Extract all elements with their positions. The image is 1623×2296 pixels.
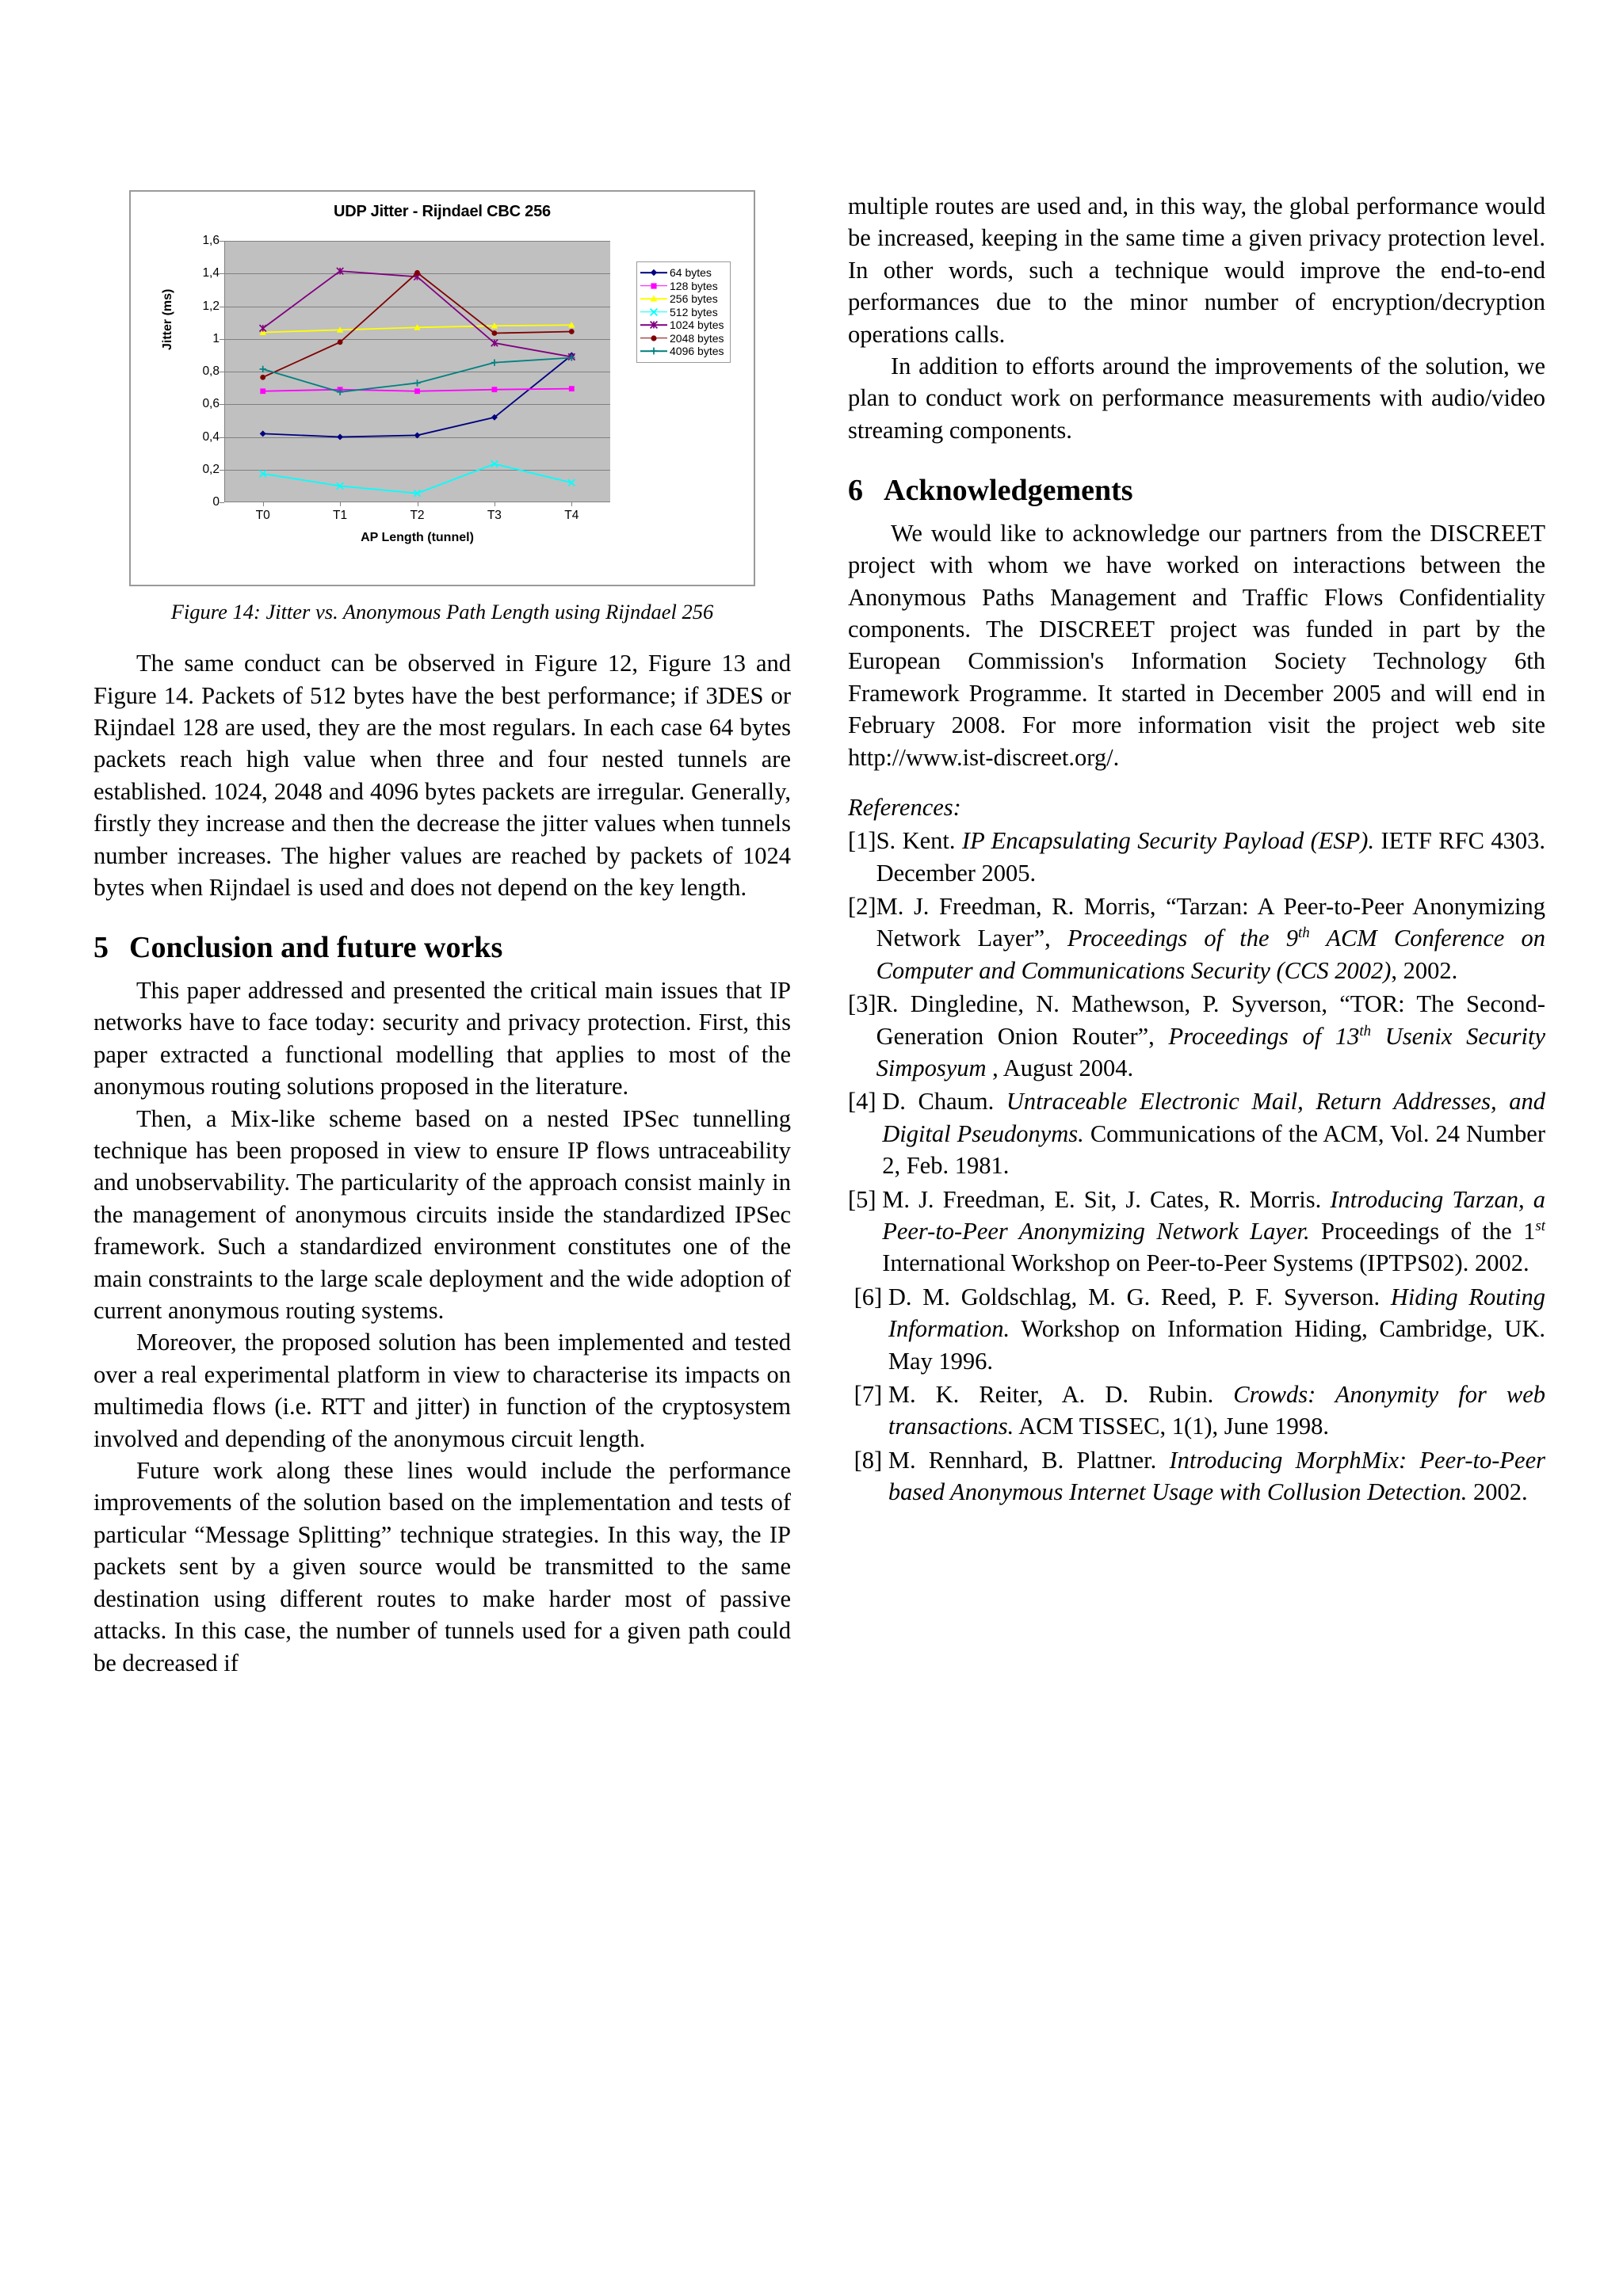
reference-text: D. Chaum. Untraceable Electronic Mail, Return Addresses, and Digital Pseudonyms. Communications of the ACM, Vol. 24 Number 2, Feb. 1981.: [882, 1088, 1545, 1180]
legend-label: 128 bytes: [670, 279, 718, 292]
legend-label: 256 bytes: [670, 292, 718, 306]
data-point-star: [260, 325, 266, 331]
legend-label: 1024 bytes: [670, 318, 724, 332]
data-point-circle: [338, 339, 343, 345]
data-point-square: [569, 386, 575, 391]
legend-key-icon: [640, 266, 667, 279]
reference-tag: [3]: [848, 990, 876, 1018]
paragraph: Moreover, the proposed solution has been implemented and tested over a real experimental platform in view to characterise its impacts on multimedia flows (i.e. RTT and jitter) in function of the cryptosystem involved and depending of the anonymous circuit length.: [94, 1329, 791, 1452]
reference-text: M. J. Freedman, R. Morris, “Tarzan: A Peer-to-Peer Anonymizing Network Layer”, Proceedings of the 9th ACM Conference on Computer and Communications Security (CCS 2002), 2002.: [876, 892, 1545, 984]
legend-key-icon: [640, 292, 667, 305]
reference-item: [848, 1281, 1545, 1377]
figure-caption: Figure 14: Jitter vs. Anonymous Path Length using Rijndael 256: [170, 600, 714, 624]
data-point-square: [492, 387, 498, 392]
paragraph: We would like to acknowledge our partners from the DISCREET project with whom we have worked on interactions between the Anonymous Paths Management and Traffic Flows Confidentiality components. The DISCREET project was funded in part by the European Commission's Information Society Technology 6th Framework Programme. It started in December 2005 and will end in February 2008. For more information visit the project web site http://www.ist-discreet.org/.: [848, 519, 1545, 771]
paragraph: The same conduct can be observed in Figure 12, Figure 13 and Figure 14. Packets of 512 bytes have the best performance; if 3DES or Rijndael 128 are used, they are the most regulars. In each case 64 bytes packets reach high value when three and four nested tunnels are established. 1024, 2048 and 4096 bytes packets are irregular. Generally, firstly they increase and then the decrease the jitter values when tunnels number increases. The higher values are reached by packets of 1024 bytes when Rijndael is used and does not depend on the key length.: [94, 650, 791, 901]
chart-y-axis-label: Jitter (ms): [161, 288, 174, 350]
legend-key-icon: [640, 332, 667, 345]
x-axis-tick-mark: [571, 502, 572, 506]
data-point-triangle: [651, 296, 658, 302]
series-line: [263, 464, 572, 494]
figure-14-chart: [129, 190, 755, 586]
chart-legend: [636, 261, 731, 363]
reference-item: [848, 988, 1545, 1084]
reference-text: M. J. Freedman, E. Sit, J. Cates, R. Morris. Introducing Tarzan, a Peer-to-Peer Anonymizing Network Layer. Proceedings of the 1st International Workshop on Peer-to-Peer Systems (IPTPS02). 2002.: [882, 1185, 1545, 1277]
data-point-star: [651, 322, 658, 329]
data-point-plus: [491, 359, 498, 365]
chart-series-lines: [224, 241, 610, 502]
section-heading-6: [848, 473, 1545, 509]
reference-item: [848, 1379, 1545, 1443]
legend-label: 512 bytes: [670, 305, 718, 318]
y-axis-tick-label: 0,4: [202, 429, 220, 444]
reference-tag: [6]: [848, 1283, 888, 1310]
data-point-plus: [651, 348, 658, 355]
section-title: Acknowledgements: [884, 474, 1133, 508]
legend-label: 64 bytes: [670, 266, 712, 280]
data-point-diamond: [414, 432, 421, 438]
section-title: Conclusion and future works: [129, 931, 503, 965]
reference-item: [848, 825, 1545, 889]
series-line: [263, 357, 572, 391]
y-axis-tick-label: 0,8: [202, 364, 220, 378]
x-axis-tick-label: T1: [333, 509, 348, 522]
y-axis-tick-label: 1,4: [202, 266, 220, 280]
legend-item: [640, 266, 724, 280]
y-axis-tick-label: 1,6: [202, 234, 220, 247]
legend-key-icon: [640, 280, 667, 292]
reference-tag: [1]: [848, 827, 876, 855]
legend-key-icon: [640, 306, 667, 318]
legend-item: [640, 318, 724, 332]
y-axis-tick-label: 1: [212, 331, 220, 345]
legend-item: [640, 332, 724, 345]
references-list: [848, 825, 1545, 1508]
section-number: 5: [94, 931, 109, 965]
right-column: [848, 190, 1545, 1510]
data-point-plus: [414, 379, 420, 386]
legend-label: 4096 bytes: [670, 345, 724, 358]
x-axis-tick-label: T2: [410, 509, 425, 522]
x-axis-tick-mark: [263, 502, 264, 506]
references-heading: References:: [848, 794, 961, 822]
reference-tag: [8]: [848, 1446, 888, 1474]
series-line: [263, 271, 572, 357]
series-line: [263, 355, 572, 437]
reference-text: M. Rennhard, B. Plattner. Introducing MorphMix: Peer-to-Peer based Anonymous Internet Usage with Collusion Detection. 2002.: [888, 1446, 1545, 1506]
reference-text: S. Kent. IP Encapsulating Security Payload (ESP). IETF RFC 4303. December 2005.: [876, 827, 1545, 887]
section-heading-5: [94, 930, 791, 967]
paragraph: Future work along these lines would include the performance improvements of the solution based on the implementation and tests of particular “Message Splitting” technique strategies. In this way, the IP packets sent by a given source would be transmitted to the same destination using different routes to make harder most of passive attacks. In this case, the number of tunnels used for a given path could be decreased if: [94, 1457, 791, 1676]
legend-item: [640, 280, 724, 293]
data-point-square: [260, 388, 265, 394]
paragraph: multiple routes are used and, in this way, the global performance would be increased, keeping in the same time a given privacy protection level. In other words, such a technique would improve the end-to-end performances due to the minor number of encryption/decryption operations calls.: [848, 193, 1545, 348]
reference-text: R. Dingledine, N. Mathewson, P. Syverson, “TOR: The Second-Generation Onion Router”, Proceedings of 13th Usenix Security Simposyum , August 2004.: [876, 990, 1545, 1081]
reference-item: [848, 1085, 1545, 1181]
y-axis-tick-label: 0: [212, 495, 220, 509]
y-axis-tick-label: 1,2: [202, 299, 220, 313]
x-axis-tick-mark: [340, 502, 341, 506]
reference-item: [848, 1184, 1545, 1280]
data-point-circle: [651, 335, 656, 341]
paragraph: In addition to efforts around the improvements of the solution, we plan to conduct work on performance measurements with audio/video streaming components.: [848, 353, 1545, 444]
legend-item: [640, 292, 724, 306]
data-point-diamond: [337, 434, 343, 441]
reference-item: [848, 891, 1545, 986]
data-point-diamond: [651, 269, 657, 276]
y-axis-tick-label: 0,6: [202, 397, 220, 411]
data-point-circle: [569, 329, 575, 334]
data-point-diamond: [260, 430, 266, 437]
x-axis-tick-label: T0: [255, 509, 270, 522]
x-axis-tick-label: T3: [487, 509, 502, 522]
data-point-circle: [414, 270, 420, 276]
data-point-cross: [651, 308, 658, 315]
chart-plot-wrapper: [202, 234, 610, 522]
x-axis-tick-label: T4: [564, 509, 579, 522]
two-column-layout: [94, 190, 1545, 1679]
data-point-circle: [260, 375, 265, 380]
data-point-plus: [260, 366, 266, 372]
reference-tag: [7]: [848, 1381, 888, 1408]
section-number: 6: [848, 474, 863, 508]
paragraph: Then, a Mix-like scheme based on a nested IPSec tunnelling technique has been proposed in view to ensure IP flows untraceability and unobservability. The particularity of the approach consist mainly in the management of anonymous circuits inside the standardized IPSec framework. Such a standardized environment constitutes one of the main constraints to the large scale deployment and the wide adoption of current anonymous routing systems.: [94, 1104, 791, 1325]
legend-key-icon: [640, 318, 667, 331]
paragraph: This paper addressed and presented the critical main issues that IP networks have to face today: security and privacy protection. First, this paper extracted a functional modelling that applies to most of the anonymous routing solutions proposed in the literature.: [94, 976, 791, 1100]
data-point-circle: [492, 330, 498, 336]
legend-item: [640, 306, 724, 319]
reference-tag: [5]: [848, 1185, 883, 1213]
chart-title: UDP Jitter - Rijndael CBC 256: [334, 203, 551, 220]
y-axis-tick-label: 0,2: [202, 462, 220, 476]
legend-key-icon: [640, 345, 667, 357]
reference-item: [848, 1444, 1545, 1508]
reference-tag: [4]: [848, 1088, 883, 1116]
data-point-square: [414, 388, 420, 394]
chart-x-axis-label: AP Length (tunnel): [361, 531, 474, 544]
data-point-square: [651, 283, 656, 288]
legend-label: 2048 bytes: [670, 331, 724, 345]
reference-text: M. K. Reiter, A. D. Rubin. Crowds: Anonymity for web transactions. ACM TISSEC, 1(1), June 1998.: [888, 1381, 1545, 1440]
left-column: [94, 190, 791, 1679]
y-axis-tick-mark: [220, 502, 224, 503]
legend-item: [640, 345, 724, 358]
reference-text: D. M. Goldschlag, M. G. Reed, P. F. Syverson. Hiding Routing Information. Workshop on Information Hiding, Cambridge, UK. May 1996.: [888, 1283, 1545, 1375]
reference-tag: [2]: [848, 892, 876, 920]
